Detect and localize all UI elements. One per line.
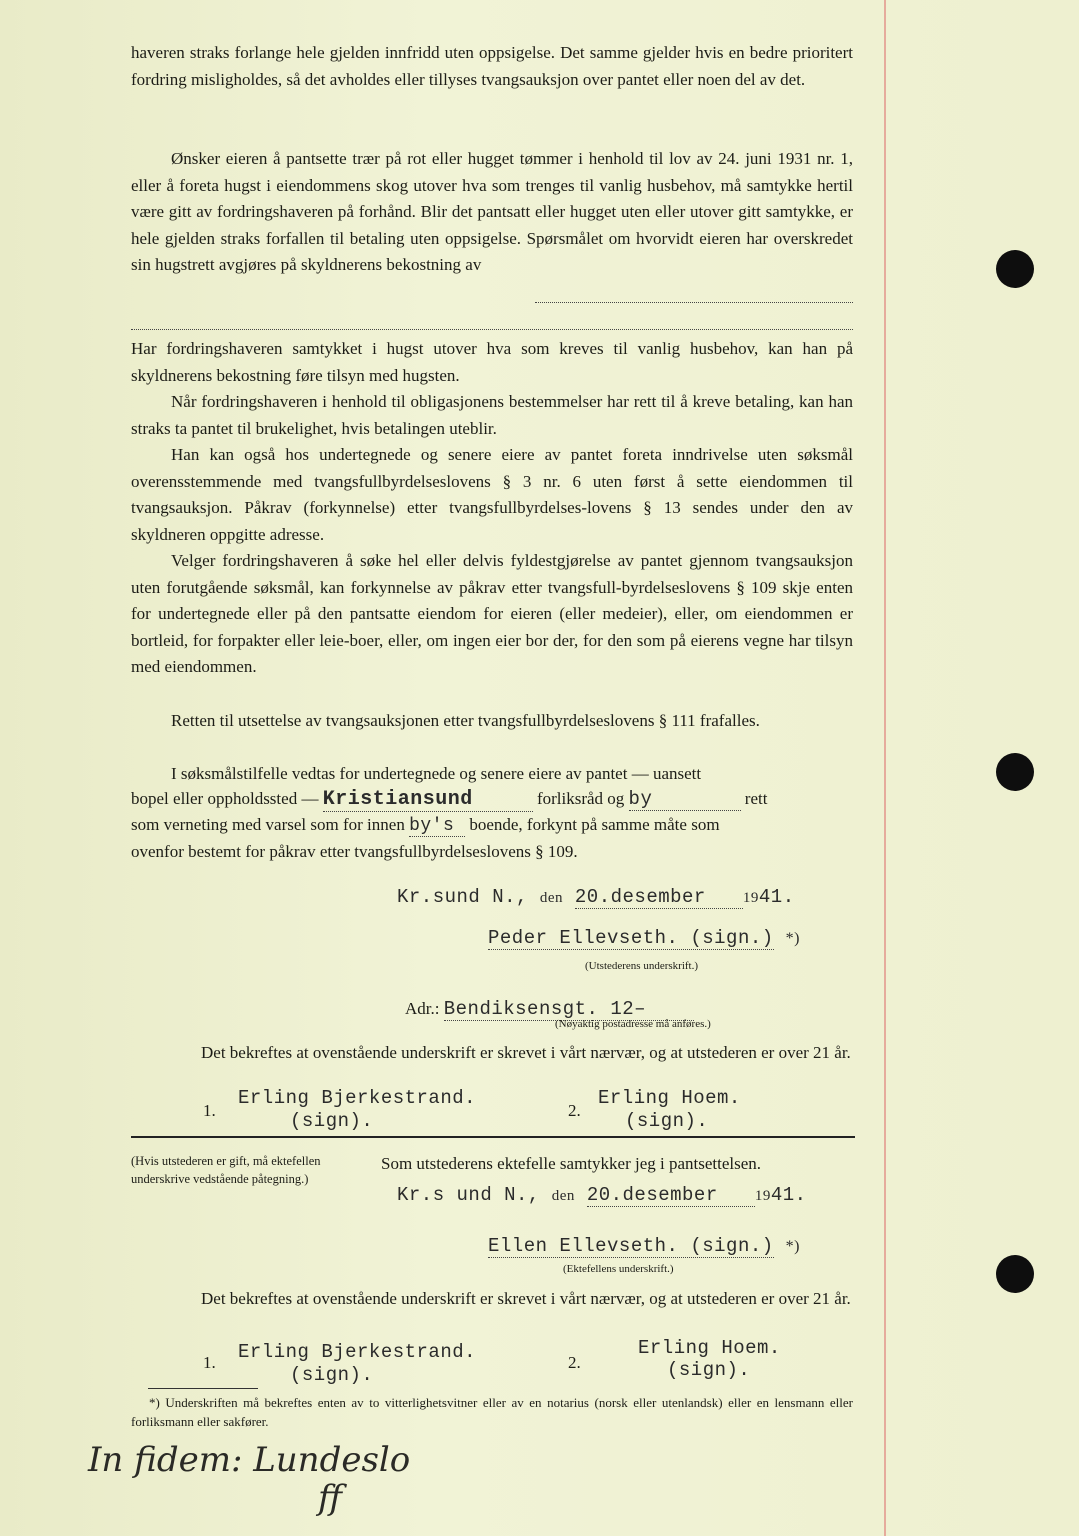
- venue-fill: Kristiansund: [323, 788, 533, 812]
- paragraph-auction: Velger fordringshaveren å søke hel eller delvis fyldestgjørelse av pantet gjennom tvangsauksjon uten forutgående søksmål, kan forkynnelse av påkrav etter tvangsfull-byrdelseslovens § 109 skje enten for undertegnede eller på den pantsatte eiendom for eieren (eller medeier), eller, om eiendommen er bortleid, for forpakter eller leie-boer, eller, om ingen eier bor der, for den som på eierens vegne har tilsyn med eiendommen.: [131, 551, 853, 676]
- spouse-consent: Som utstederens ektefelle samtykker jeg i pantsettelsen.: [381, 1154, 762, 1173]
- spouse-name: Ellen Ellevseth. (sign.): [488, 1235, 774, 1257]
- paragraph-default: haveren straks forlange hele gjelden innfridd uten oppsigelse. Det samme gjelder hvis en bedre prioritert fordring misligholdes, så det avholdes eller tillyses tvangsauksjon over pantet eller noen del av det.: [131, 43, 853, 89]
- dotted-fill-line: [535, 302, 853, 303]
- place-date: [397, 886, 795, 909]
- dotted-fill-line: [131, 329, 853, 330]
- witness-number: 1.: [203, 1353, 216, 1372]
- den-label: den: [551, 1188, 575, 1204]
- punch-hole: [996, 1255, 1034, 1293]
- witness-number: 1.: [203, 1101, 216, 1120]
- section-divider: [131, 1136, 855, 1138]
- spouse-signature: [488, 1235, 800, 1258]
- footnote-marker: *): [785, 930, 800, 947]
- witness1-name: Erling Bjerkestrand.: [238, 1087, 477, 1109]
- issuer-signature: [488, 927, 800, 950]
- witness-number: 2.: [568, 1353, 581, 1372]
- spouse-side-note: (Hvis utstederen er gift, må ektefellen underskrive vedstående påtegning.): [131, 1154, 321, 1186]
- witness2-name: Erling Hoem.: [598, 1087, 741, 1109]
- residents-fill: by's: [409, 816, 465, 837]
- spouse-caption: (Ektefellens underskrift.): [563, 1263, 674, 1275]
- witness2-sign: (sign).: [625, 1110, 709, 1132]
- address-value: Bendiksensgt. 12–: [444, 998, 694, 1021]
- place: Kr.sund N.,: [397, 886, 528, 908]
- paragraph-postponement: Retten til utsettelse av tvangsauksjonen etter tvangsfullbyrdelseslovens § 111 frafalles.: [171, 711, 760, 730]
- venue-text: bopel eller oppholdssted —: [131, 789, 319, 808]
- witness-number: 2.: [568, 1101, 581, 1120]
- year-prefix: 19: [742, 890, 759, 906]
- date: 20.desember: [575, 886, 743, 909]
- footnote-marker: *): [785, 1238, 800, 1255]
- witness1-sign: (sign).: [290, 1364, 374, 1386]
- court-text: forliksråd og: [536, 789, 625, 808]
- court-fill: by: [629, 788, 741, 811]
- venue-text2: som verneting med varsel som for innen: [131, 815, 405, 834]
- witness-statement: Det bekreftes at ovenstående underskrift er skrevet i vårt nærvær, og at utstederen er over 21 år.: [201, 1289, 851, 1308]
- date: 20.desember: [587, 1184, 755, 1207]
- paragraph-supervision: Har fordringshaveren samtykket i hugst utover hva som kreves til vanlig husbehov, kan han på skyldnerens bekostning føre tilsyn med hugsten.: [131, 339, 853, 385]
- witness1-name: Erling Bjerkestrand.: [238, 1341, 477, 1363]
- year-suffix: 41.: [758, 886, 795, 908]
- witness2-name: Erling Hoem.: [638, 1337, 781, 1359]
- issuer-name: Peder Ellevseth. (sign.): [488, 927, 774, 949]
- venue-line2: [131, 815, 853, 837]
- handwritten-notation: In fidem: Lundeslo: [88, 1440, 411, 1480]
- punch-hole: [996, 250, 1034, 288]
- footnote-rule: [148, 1388, 258, 1389]
- issuer-caption: (Utstederens underskrift.): [585, 960, 699, 972]
- witness-statement: Det bekreftes at ovenstående underskrift er skrevet i vårt nærvær, og at utstederen er over 21 år.: [201, 1043, 851, 1062]
- witness2-sign: (sign).: [667, 1359, 751, 1381]
- footnote: *) Underskriften må bekreftes enten av to vitterlighetsvitner eller av en notarius (norsk eller utenlandsk) eller en lensmann eller forliksmann eller sakfører.: [131, 1395, 853, 1429]
- paragraph-timber: Ønsker eieren å pantsette trær på rot eller hugget tømmer i henhold til lov av 24. juni 1931 nr. 1, eller å foreta hugst i eiendommens skog utover hva som trenges til vanlig husbehov, må samtykke hertil være gitt av fordringshaveren på forhånd. Blir det pantsatt eller hugget uten eller utover gitt samtykke, er hele gjelden straks forfallen til betaling uten oppsigelse. Spørsmålet om hvorvidt eieren har overskredet sin hugstrett avgjøres på skyldnerens bekostning av: [131, 149, 853, 274]
- place: Kr.s und N.,: [397, 1184, 540, 1206]
- address-label: Adr.:: [405, 999, 440, 1018]
- punch-hole: [996, 753, 1034, 791]
- red-margin-line: [884, 0, 886, 1536]
- paragraph-enforcement: Han kan også hos undertegnede og senere eiere av pantet foreta inndrivelse uten søksmål overensstemmende med tvangsfullbyrdelseslovens § 3 nr. 6 uten først å sette eiendommen til tvangsauksjon. Påkrav (forkynnelse) etter tvangsfullbyrdelses-lovens § 13 sendes under den av skyldneren oppgitte adresse.: [131, 445, 853, 544]
- paragraph-venue-line1: I søksmålstilfelle vedtas for undertegnede og senere eiere av pantet — uansett: [171, 764, 702, 783]
- paragraph-usufruct: Når fordringshaveren i henhold til obligasjonens bestemmelser har rett til å kreve betaling, kan han straks ta pantet til brukelighet, hvis betalingen uteblir.: [131, 392, 853, 438]
- handwritten-initials: ff: [318, 1478, 343, 1518]
- spouse-place-date: [397, 1184, 807, 1207]
- den-label: den: [539, 890, 563, 906]
- venue-line: [131, 788, 767, 812]
- rett-text: rett: [744, 789, 768, 808]
- year-suffix: 41.: [770, 1184, 807, 1206]
- year-prefix: 19: [754, 1188, 771, 1204]
- venue-line3: ovenfor bestemt for påkrav etter tvangsfullbyrdelseslovens § 109.: [131, 842, 578, 861]
- witness1-sign: (sign).: [290, 1110, 374, 1132]
- venue-text3: boende, forkynt på samme måte som: [469, 815, 720, 834]
- address-caption: (Nøyaktig postadresse må anføres.): [555, 1018, 711, 1030]
